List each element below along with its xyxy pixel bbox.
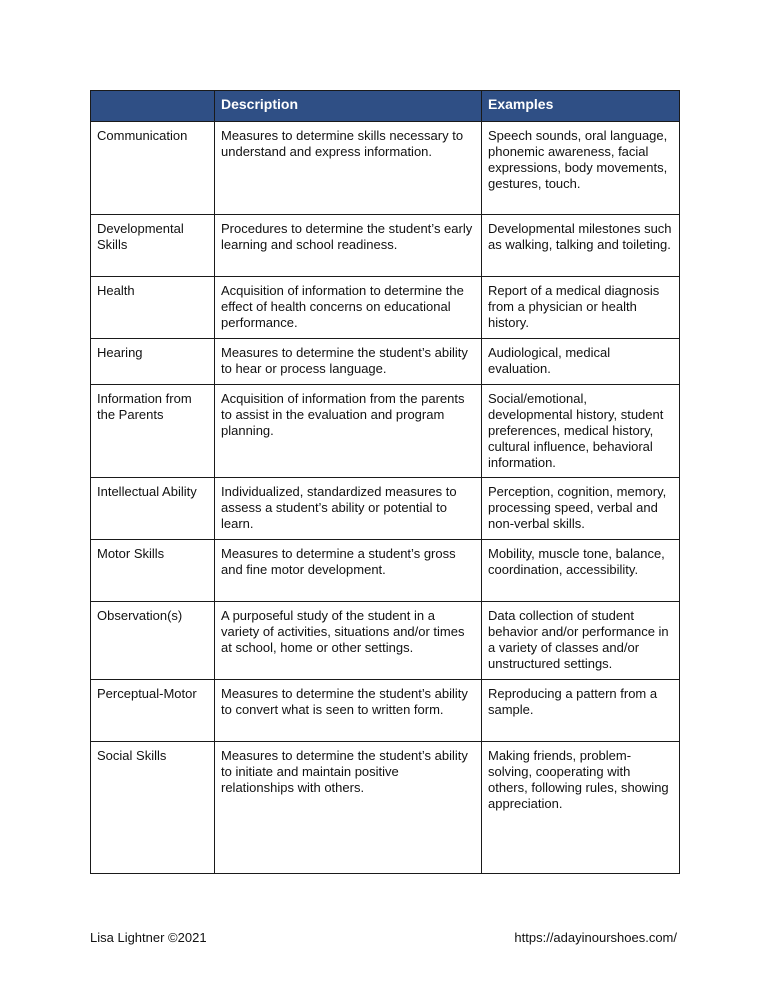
row-description: Measures to determine the student’s ability to convert what is seen to written form. bbox=[215, 680, 482, 742]
row-category: Intellectual Ability bbox=[91, 478, 215, 540]
table-row bbox=[91, 602, 680, 680]
row-category: Health bbox=[91, 277, 215, 339]
table-row bbox=[91, 540, 680, 602]
table-row bbox=[91, 339, 680, 385]
row-examples: Speech sounds, oral language, phonemic awareness, facial expressions, body movements, gestures, touch. bbox=[482, 122, 680, 215]
row-examples: Data collection of student behavior and/or performance in a variety of classes and/or unstructured settings. bbox=[482, 602, 680, 680]
row-category: Developmental Skills bbox=[91, 215, 215, 277]
table-row bbox=[91, 478, 680, 540]
row-description: Measures to determine a student’s gross and fine motor development. bbox=[215, 540, 482, 602]
row-examples: Reproducing a pattern from a sample. bbox=[482, 680, 680, 742]
table-row bbox=[91, 680, 680, 742]
table-row bbox=[91, 215, 680, 277]
row-description: Individualized, standardized measures to assess a student’s ability or potential to learn. bbox=[215, 478, 482, 540]
row-examples: Mobility, muscle tone, balance, coordination, accessibility. bbox=[482, 540, 680, 602]
table-row bbox=[91, 385, 680, 478]
row-examples: Social/emotional, developmental history, student preferences, medical history, cultural influence, behavioral information. bbox=[482, 385, 680, 478]
row-examples: Audiological, medical evaluation. bbox=[482, 339, 680, 385]
row-description: Acquisition of information from the parents to assist in the evaluation and program planning. bbox=[215, 385, 482, 478]
row-examples: Report of a medical diagnosis from a physician or health history. bbox=[482, 277, 680, 339]
table-body bbox=[91, 122, 680, 874]
table-row bbox=[91, 122, 680, 215]
row-category: Perceptual-Motor bbox=[91, 680, 215, 742]
row-category: Social Skills bbox=[91, 742, 215, 874]
row-description: Acquisition of information to determine the effect of health concerns on educational performance. bbox=[215, 277, 482, 339]
table-header bbox=[91, 91, 680, 122]
table-row bbox=[91, 277, 680, 339]
row-category: Hearing bbox=[91, 339, 215, 385]
row-description: Measures to determine skills necessary to understand and express information. bbox=[215, 122, 482, 215]
header-blank bbox=[91, 91, 215, 122]
header-examples: Examples bbox=[482, 91, 680, 122]
row-description: A purposeful study of the student in a variety of activities, situations and/or times at school, home or other settings. bbox=[215, 602, 482, 680]
row-examples: Making friends, problem-solving, cooperating with others, following rules, showing appreciation. bbox=[482, 742, 680, 874]
assessment-table bbox=[90, 90, 680, 874]
footer-author: Lisa Lightner ©2021 bbox=[90, 930, 207, 945]
row-description: Measures to determine the student’s ability to initiate and maintain positive relationships with others. bbox=[215, 742, 482, 874]
row-category: Communication bbox=[91, 122, 215, 215]
row-category: Motor Skills bbox=[91, 540, 215, 602]
row-category: Observation(s) bbox=[91, 602, 215, 680]
row-description: Procedures to determine the student’s early learning and school readiness. bbox=[215, 215, 482, 277]
table-row bbox=[91, 742, 680, 874]
header-description: Description bbox=[215, 91, 482, 122]
row-examples: Developmental milestones such as walking, talking and toileting. bbox=[482, 215, 680, 277]
header-row bbox=[91, 91, 680, 122]
row-category: Information from the Parents bbox=[91, 385, 215, 478]
footer-url[interactable]: https://adayinourshoes.com/ bbox=[514, 930, 677, 945]
row-examples: Perception, cognition, memory, processing speed, verbal and non-verbal skills. bbox=[482, 478, 680, 540]
row-description: Measures to determine the student’s ability to hear or process language. bbox=[215, 339, 482, 385]
